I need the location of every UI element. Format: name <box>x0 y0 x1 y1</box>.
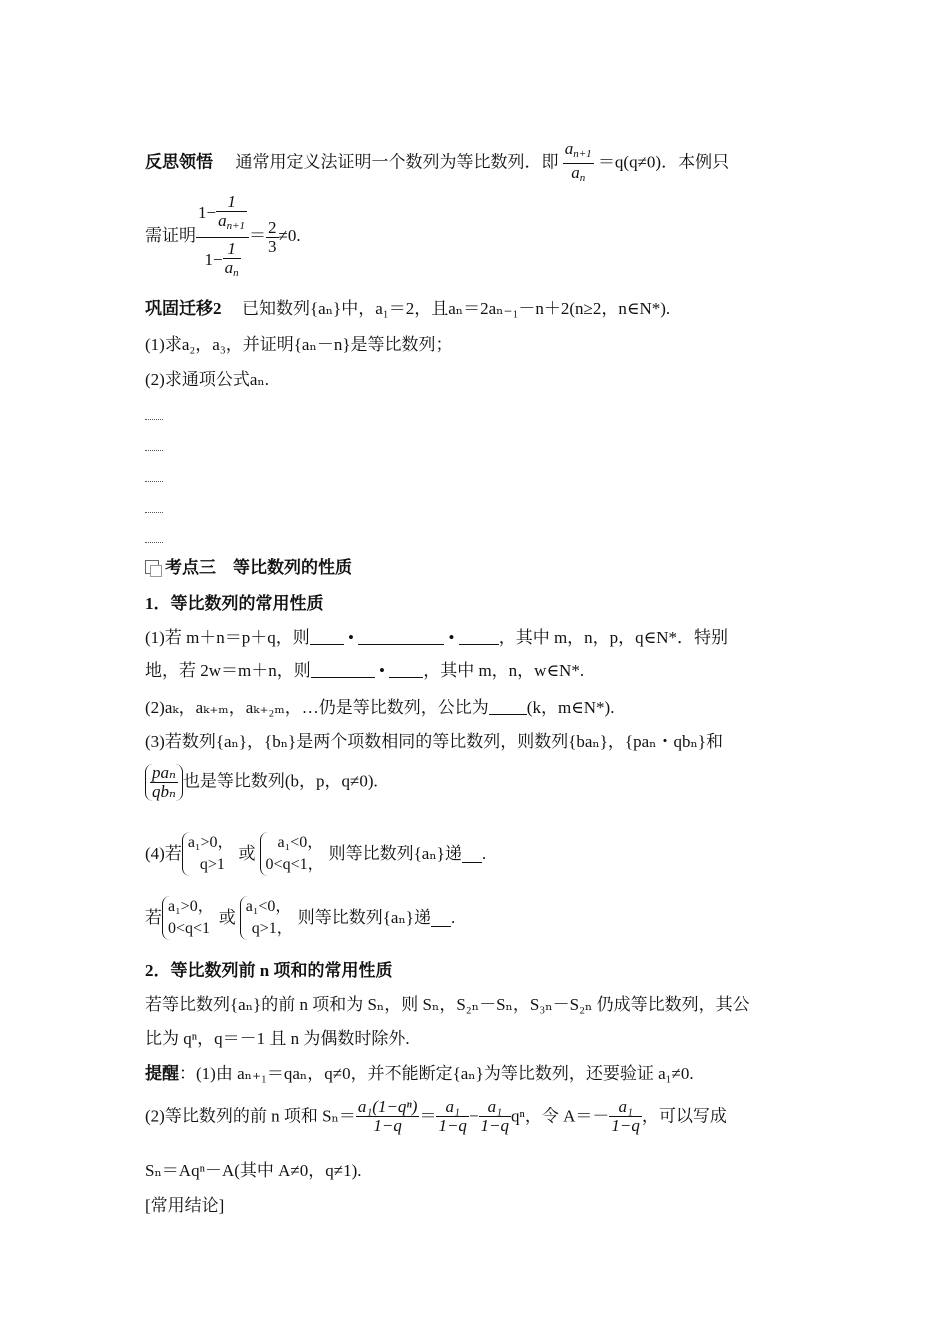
inner-fraction-1 <box>216 193 247 235</box>
blank-5 <box>389 661 423 678</box>
p5-or: 或 <box>218 908 236 927</box>
p2-text-b: (k，m∈N*). <box>526 698 615 717</box>
exercise-text: 已知数列{aₙ}中，a₁＝2，且aₙ＝2aₙ₋₁－n＋2(n≥2，n∈N*). <box>242 299 671 318</box>
sum-fraction-2 <box>436 1098 468 1135</box>
inner2-den-sub: n <box>233 266 239 279</box>
pq-den: qbₙ <box>152 782 176 801</box>
tip-line-1 <box>145 1063 810 1085</box>
inner1-num: 1 <box>216 193 247 212</box>
blank-1 <box>310 628 344 645</box>
common-conclusion-heading: [常用结论] <box>145 1196 225 1215</box>
result-den: 3 <box>268 236 277 256</box>
property-3-line-2 <box>145 764 810 816</box>
sum-f1-num: a₁(1−qⁿ) <box>357 1097 418 1116</box>
blank-3 <box>459 628 499 645</box>
tip-heading: 提醒 <box>145 1064 179 1083</box>
sum-f4-den: 1−q <box>611 1116 640 1135</box>
ratio-num: a <box>564 139 574 158</box>
p4-prefix: (4)若 <box>145 844 182 863</box>
inner2-num: 1 <box>223 240 241 259</box>
reflection-heading: 反思领悟 <box>145 152 213 172</box>
result-num: 2 <box>268 217 277 237</box>
ratio-fraction <box>563 140 594 187</box>
p2-text-a: (2)aₖ，aₖ₊ₘ，aₖ₊₂ₘ，…仍是等比数列，公比为 <box>145 698 489 717</box>
section-title <box>145 557 810 579</box>
reflection-text-1: 通常用定义法证明一个数列为等比数列．即 <box>235 152 559 172</box>
pq-fraction <box>150 764 178 801</box>
pq-num: paₙ <box>152 763 176 782</box>
subsection-1-title: 1．等比数列的常用性质 <box>145 594 324 613</box>
p3-text-b: 也是等比数列(b，p，q≠0). <box>182 771 378 791</box>
p5-case1-b: 0<q<1 <box>168 920 211 937</box>
property-5: 若 a₁>0， 0<q<1 或 a₁<0， q>1， 则等比数列{aₙ}递 . <box>145 896 810 946</box>
property-4: (4)若 a₁>0， q>1 或 a₁<0， 0<q<1， 则等比数列{aₙ}递 . <box>145 832 810 882</box>
equals-sign: ＝ <box>249 226 267 245</box>
property-1-line-1: (1)若 m＋n＝p＋q，则 • • ，其中 m，n，p，q∈N*．特别 <box>145 628 729 647</box>
exercise-question-1: (1)求a₂，a₃，并证明{aₙ－n}是等比数列； <box>145 335 453 354</box>
sum-f2-num: a₁ <box>436 1098 468 1117</box>
answer-dots-5 <box>145 541 163 543</box>
tip2-prefix: (2)等比数列的前 n 项和 Sₙ＝ <box>145 1106 356 1126</box>
p4-case2-a: a₁<0， <box>277 834 324 851</box>
sum-f2-den: 1−q <box>438 1116 467 1135</box>
result-tail: ≠0. <box>278 226 301 245</box>
inner2-den: a <box>224 257 234 277</box>
sum-f1-den: 1−q <box>373 1116 402 1135</box>
p4-case-2 <box>260 832 326 876</box>
blank-2 <box>358 628 444 645</box>
blank-8 <box>431 910 451 927</box>
p5-prefix: 若 <box>145 908 162 927</box>
reflection-text-2: ＝q(q≠0)．本例只 <box>597 152 730 172</box>
p1-text-d: ，其中 m，n，w∈N*. <box>423 661 585 680</box>
subsection-2-title: 2．等比数列前 n 项和的常用性质 <box>145 961 393 980</box>
sum-property-line-1: 若等比数列{aₙ}的前 n 项和为 Sₙ，则 Sₙ，S₂ₙ－Sₙ，S₃ₙ－S₂ₙ 仍成等比数列，其公 <box>145 995 750 1014</box>
ratio-den-sub: n <box>579 172 586 184</box>
p4-or: 或 <box>238 844 256 863</box>
tip-text-1: ：(1)由 aₙ₊₁＝qaₙ，q≠0，并不能断定{aₙ}为等比数列，还要验证 a₁≠0. <box>179 1064 694 1083</box>
inner1-den-sub: n+1 <box>226 219 246 232</box>
section-title-text: 考点三 等比数列的性质 <box>165 558 352 577</box>
tip2-mid: qⁿ，令 A＝－ <box>511 1106 610 1126</box>
result-fraction <box>266 219 279 256</box>
sum-fraction-3 <box>479 1098 511 1135</box>
exercise-line <box>145 298 810 320</box>
reflection-line2-prefix: 需证明 <box>145 226 196 245</box>
blank-6 <box>489 698 527 715</box>
inner-fraction-2 <box>223 240 241 282</box>
big-num-prefix: 1− <box>198 202 217 222</box>
answer-dots-2 <box>145 449 163 451</box>
inner1-den: a <box>218 210 227 230</box>
p5-case-1 <box>162 896 216 940</box>
answer-dots-3 <box>145 480 163 482</box>
p4-case1-a: a₁>0， <box>187 834 234 851</box>
sum-fraction-4 <box>609 1098 641 1135</box>
exercise-heading: 巩固迁移2 <box>145 299 222 318</box>
p4-case2-b: 0<q<1， <box>265 856 324 873</box>
section-box-icon <box>145 560 159 574</box>
p4-case-1 <box>182 832 236 876</box>
ratio-num-sub: n+1 <box>573 148 592 160</box>
p4-tail: 则等比数列{aₙ}递 <box>328 844 462 863</box>
tip-line-3: Sₙ＝Aqⁿ－A(其中 A≠0，q≠1). <box>145 1161 362 1180</box>
compound-fraction <box>196 193 249 282</box>
answer-dots-4 <box>145 511 163 513</box>
exercise-question-2: (2)求通项公式aₙ. <box>145 370 269 389</box>
property-2 <box>145 697 810 719</box>
p1-text-b: ，其中 m，n，p，q∈N*．特别 <box>498 628 729 647</box>
p5-tail: 则等比数列{aₙ}递 <box>297 908 431 927</box>
sum-property-line-2: 比为 qⁿ，q＝－1 且 n 为偶数时除外. <box>145 1029 410 1048</box>
p4-case1-b: q>1 <box>199 856 225 873</box>
tip-line-2: (2)等比数列的前 n 项和 Sₙ＝ $\frac{\text{a₁(1−qⁿ)}}{1-q}$ ＝ $\frac{\text{a₁}}{1-q}$ − $\frac{\text{a₁}}{1-q}$ qⁿ，令 A＝－ $\frac{\text{a₁}}{1-q}$ ，可以写成 <box>145 1097 727 1135</box>
tip2-tail: ，可以写成 <box>641 1106 727 1126</box>
ratio-den: a <box>571 163 580 182</box>
p5-case2-b: q>1， <box>251 920 293 937</box>
p5-case1-a: a₁>0， <box>168 898 214 915</box>
p5-case2-a: a₁<0， <box>245 898 292 915</box>
big-den-prefix: 1− <box>204 249 223 269</box>
p1-text-c: 地，若 2w＝m＋n，则 <box>145 661 311 680</box>
property-1-line-2: 地，若 2w＝m＋n，则 • ，其中 m，n，w∈N*. <box>145 661 585 680</box>
sum-fraction-1 <box>356 1098 420 1135</box>
ratio-set-braces <box>145 764 183 801</box>
blank-7 <box>462 846 482 863</box>
reflection-line-1 <box>145 140 810 187</box>
p1-text-a: (1)若 m＋n＝p＋q，则 <box>145 628 310 647</box>
sum-f4-num: a₁ <box>609 1098 641 1117</box>
answer-dots-1 <box>145 418 163 420</box>
sum-f3-den: 1−q <box>480 1116 510 1135</box>
property-3-line-1: (3)若数列{aₙ}，{bₙ}是两个项数相同的等比数列，则数列{baₙ}，{paₙ・qbₙ}和 <box>145 732 724 751</box>
p5-case-2 <box>240 896 295 940</box>
sum-f3-num: a₁ <box>479 1098 511 1117</box>
blank-4 <box>311 661 375 678</box>
reflection-line-2 <box>145 188 810 284</box>
